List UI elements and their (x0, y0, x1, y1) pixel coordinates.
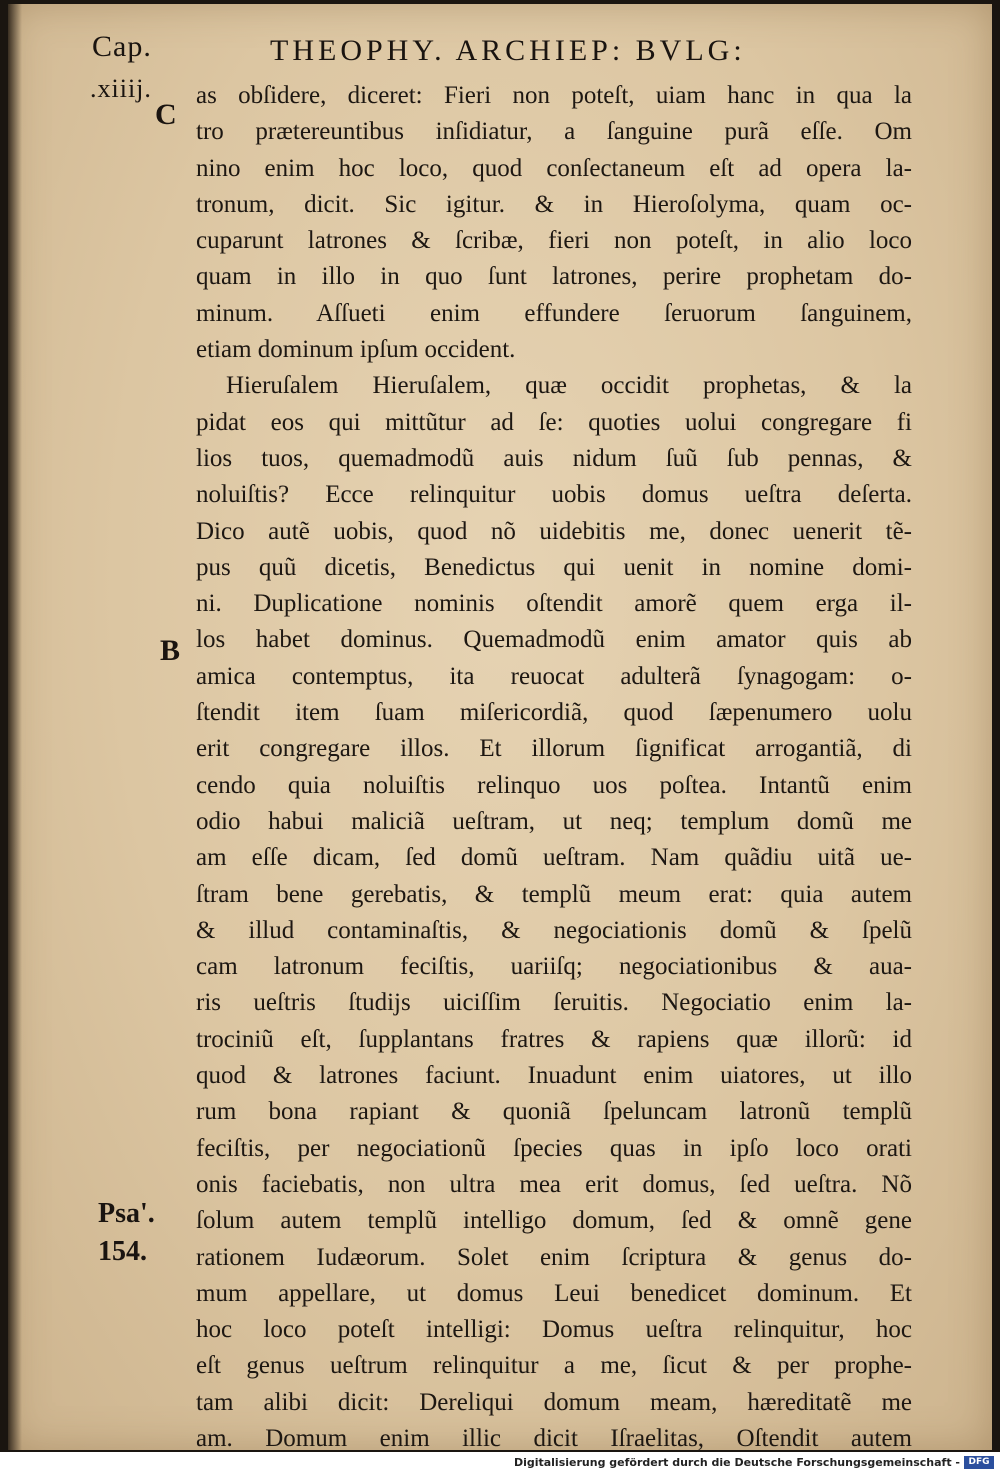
text-line: erit congregare illos. Et illorum ſignificat arrogantiã, di (196, 735, 912, 763)
text-line: trociniũ eſt, ſupplantans fratres & rapiens quæ illorũ: id (196, 1025, 912, 1053)
chapter-number: .xiiij. (90, 74, 152, 103)
text-line: cam latronum feciſtis, uariiſq; negociationibus & aua- (196, 953, 912, 981)
text-line: eſt genus ueſtrum relinquitur a me, ſicut & per prophe- (196, 1352, 912, 1380)
text-line: tro prætereuntibus inſidiatur, a ſanguine purã eſſe. Om (196, 118, 912, 146)
text-line: Dico autẽ uobis, quod nõ uidebitis me, donec uenerit tẽ- (196, 517, 912, 545)
text-line: ris ueſtris ſtudijs uiciſſim ſeruitis. Negociatio enim la- (196, 989, 912, 1017)
text-line: los habet dominus. Quemadmodũ enim amator quis ab (196, 626, 912, 654)
margin-section-b: B (160, 634, 181, 667)
body-text (196, 78, 912, 1457)
margin-section-c: C (155, 98, 177, 131)
dfg-logo: DFG (964, 1456, 994, 1469)
text-line: mum appellare, ut domus Leui benedicet dominum. Et (196, 1279, 912, 1307)
text-line: rationem Iudæorum. Solet enim ſcriptura & genus do- (196, 1243, 912, 1271)
text-line: cendo quia noluiſtis relinquo uos poſtea. Intantũ enim (196, 771, 912, 799)
funding-credit: Digitalisierung gefördert durch die Deutsche Forschungsgemeinschaft - (513, 1456, 960, 1469)
text-line: minum. Aſſueti enim effundere ſeruorum ſanguinem, (196, 299, 912, 327)
text-line: pidat eos qui mittũtur ad ſe: quoties uolui congregare fi (196, 408, 912, 436)
text-line: noluiſtis? Ecce relinquitur uobis domus ueſtra deſerta. (196, 481, 912, 509)
text-line: quam in illo in quo ſunt latrones, perire prophetam do- (196, 263, 912, 291)
text-line: & illud contaminaſtis, & negociationis domũ & ſpelũ (196, 916, 912, 944)
chapter-label: Cap. (92, 30, 152, 63)
text-line: Hieruſalem Hieruſalem, quæ occidit prophetas, & la (226, 372, 912, 400)
text-line: feciſtis, per negociationũ ſpecies quas in ipſo loco orati (196, 1134, 912, 1162)
text-line: amica contemptus, ita reuocat adulterã ſynagogam: o- (196, 662, 912, 690)
text-line: tronum, dicit. Sic igitur. & in Hieroſolyma, quam oc- (196, 190, 912, 218)
running-title: THEOPHY. ARCHIEP: BVLG: (270, 34, 746, 67)
page-gutter-shadow (8, 4, 22, 1450)
text-line: ſolum autem templũ intelligo domum, ſed & omnẽ gene (196, 1207, 912, 1235)
text-line: ni. Duplicatione nominis oſtendit amorẽ quem erga il- (196, 590, 912, 618)
text-line: as obſidere, diceret: Fieri non poteſt, uiam hanc in qua la (196, 82, 912, 109)
text-line: rum bona rapiant & quoniã ſpeluncam latronũ templũ (196, 1098, 912, 1126)
text-line: odio habui maliciã ueſtram, ut neq; templum domũ me (196, 807, 912, 835)
text-line: nino enim hoc loco, quod conſectaneum eſt ad opera la- (196, 154, 912, 182)
text-line: ſtendit item ſuam miſericordiã, quod ſæpenumero uolu (196, 699, 912, 727)
margin-psalm-number: 154. (98, 1236, 147, 1267)
text-line: ſtram bene gerebatis, & templũ meum erat: quia autem (196, 880, 912, 908)
text-line: etiam dominum ipſum occident. (196, 336, 516, 364)
text-line: hoc loco poteſt intelligi: Domus ueſtra relinquitur, hoc (196, 1316, 912, 1344)
text-line: lios tuos, quemadmodũ auis nidum ſuũ ſub pennas, & (196, 444, 912, 472)
text-line: quod & latrones faciunt. Inuadunt enim uiatores, ut illo (196, 1062, 912, 1090)
text-line: cuparunt latrones & ſcribæ, fieri non poteſt, in alio loco (196, 227, 912, 255)
text-line: am eſſe dicam, ſed domũ ueſtram. Nam quãdiu uitã ue- (196, 844, 912, 872)
text-line: tam alibi dicit: Dereliqui domum meam, hæreditatẽ me (196, 1388, 912, 1416)
margin-psalm-ref: Psa'. (98, 1198, 155, 1229)
text-line: am. Domum enim illic dicit Iſraelitas, Oſtendit autem (196, 1424, 912, 1452)
text-line: onis faciebatis, non ultra mea erit domus, ſed ueſtra. Nõ (196, 1170, 912, 1198)
text-line: pus quũ dicetis, Benedictus qui uenit in nomine domi- (196, 553, 912, 581)
